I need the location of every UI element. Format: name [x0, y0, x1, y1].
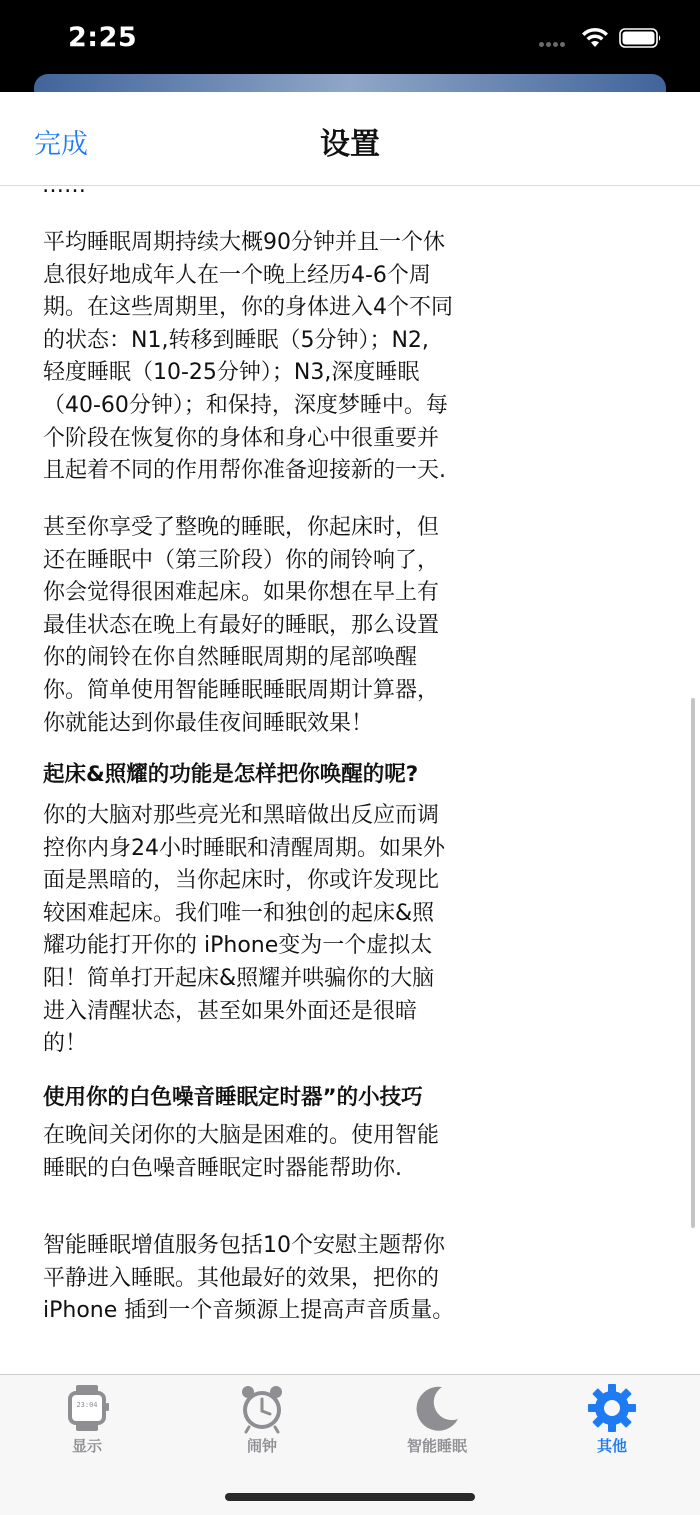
- tab-label-alarm: 闹钟: [246, 1437, 277, 1455]
- status-time: 2:25: [68, 22, 138, 53]
- tab-label-display: 显示: [71, 1437, 102, 1455]
- tab-label-other: 其他: [596, 1437, 627, 1455]
- alarm-clock-icon: [237, 1383, 287, 1433]
- tab-display[interactable]: [17, 1383, 157, 1463]
- paragraph-premium: 智能睡眠增值服务包括10个安慰主题帮你 平静进入睡眠。其他最好的效果，把你的 iPhone 插到一个音频源上提高声音质量。: [43, 1233, 455, 1324]
- heading-rise-and-shine: 起床&照耀的功能是怎样把你唤醒的呢?: [43, 762, 419, 787]
- navigation-bar: [0, 92, 700, 186]
- battery-icon: [619, 28, 662, 48]
- gear-icon: [587, 1383, 637, 1433]
- tab-alarm[interactable]: [192, 1383, 332, 1463]
- tab-smart-sleep[interactable]: [367, 1383, 507, 1463]
- paragraph-white-noise: 在晚间关闭你的大脑是困难的。使用智能 睡眠的白色噪音睡眠定时器能帮助你.: [43, 1123, 440, 1181]
- heading-white-noise-tips: 使用你的白色噪音睡眠定时器”的小技巧: [43, 1085, 423, 1110]
- page-title: 设置: [320, 127, 380, 162]
- wifi-icon: [580, 27, 610, 49]
- scroll-indicator[interactable]: [691, 698, 695, 1228]
- watch-readout: 23:04: [76, 1401, 98, 1409]
- status-bar: [0, 0, 700, 80]
- settings-content[interactable]: [0, 173, 700, 1373]
- moon-icon: [412, 1383, 462, 1433]
- cellular-signal-icon: [539, 42, 571, 48]
- clipped-heading: ……: [42, 173, 86, 198]
- paragraph-wake-timing: 甚至你享受了整晚的睡眠，你起床时，但 还在睡眠中（第三阶段）你的闹铃响了， 你会觉得很困难起床。如果你想在早上有 最佳状态在晚上有最好的睡眠，那么设置 你的闹铃在你自然睡眠周期的尾部唤醒 你。简单使用智能睡眠睡眠周期计算器， 你就能达到你最佳夜间睡眠效果！: [43, 515, 440, 736]
- paragraph-rise-and-shine: 你的大脑对那些亮光和黑暗做出反应而调 控你内身24小时睡眠和清醒周期。如果外 面是黑暗的，当你起床时，你或许发现比 较困难起床。我们唯一和独创的起床&照 耀功能打开你的 iPhone变为一个虚拟太 阳！简单打开起床&照耀并哄骗你的大脑 进入清醒状态，甚至如果外面还是很暗 的！: [43, 803, 445, 1057]
- tab-other[interactable]: [542, 1383, 682, 1463]
- paragraph-sleep-cycle: 平均睡眠周期持续大概90分钟并且一个休 息很好地成年人在一个晚上经历4-6个周 期。在这些周期里，你的身体进入4个不同 的状态：N1,转移到睡眠（5分钟）；N2, 轻度睡眠（10-25分钟）；N3,深度睡眠 （40-60分钟）；和保持，深度梦睡中。每 个阶段在恢复你的身体和身心中很重要并 且起着不同的作用帮你准备迎接新的一天.: [43, 230, 453, 484]
- home-indicator: [225, 1493, 475, 1501]
- done-button[interactable]: 完成: [34, 122, 88, 161]
- watch-icon: [62, 1383, 112, 1433]
- tab-label-smart-sleep: 智能睡眠: [406, 1437, 467, 1455]
- settings-sheet: [0, 92, 700, 1515]
